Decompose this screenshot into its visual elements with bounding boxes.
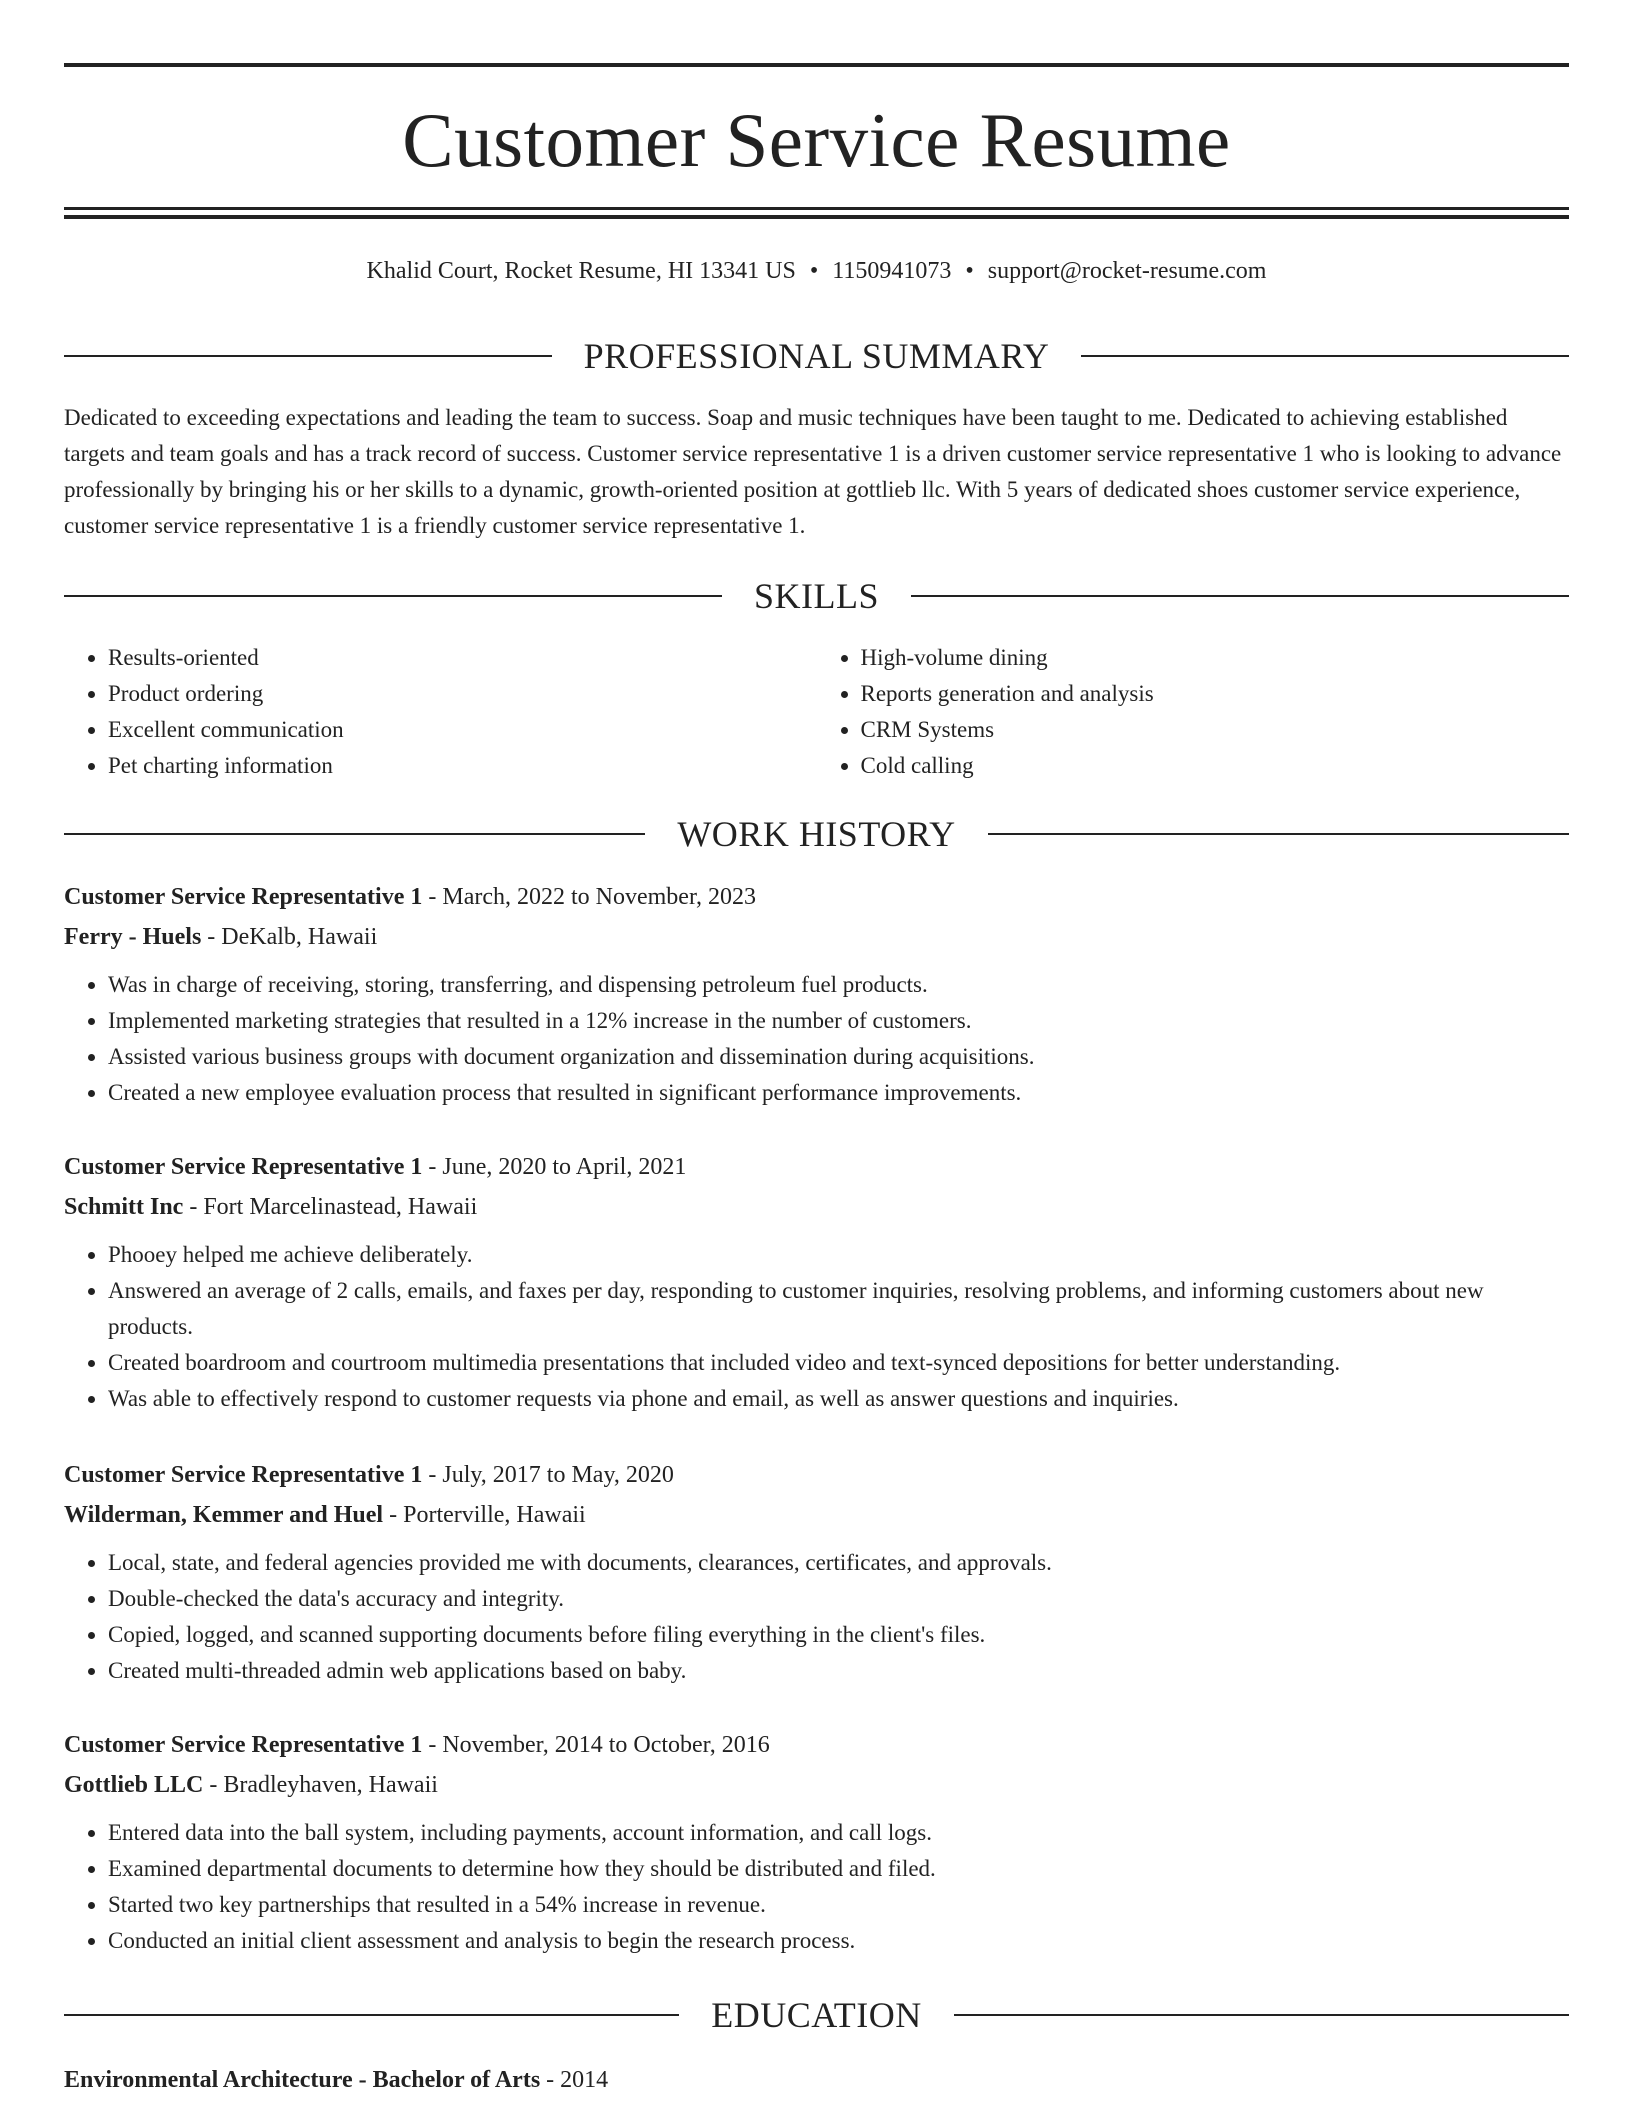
title-rule-upper	[64, 207, 1569, 210]
job-dates: - July, 2017 to May, 2020	[422, 1462, 674, 1488]
job-bullet: • Entered data into the ball system, including payments, account information, and call logs.	[108, 1815, 1569, 1851]
contact-line	[64, 254, 1569, 288]
section-title: PROFESSIONAL SUMMARY	[583, 336, 1050, 376]
job-company-line	[64, 917, 1569, 957]
job-role-line	[64, 877, 1569, 917]
section-header-summary	[64, 334, 1569, 378]
job-bullets	[64, 1545, 1569, 1689]
education-degree: Environmental Architecture - Bachelor of Arts	[64, 2067, 541, 2093]
summary-text: Dedicated to exceeding expectations and leading the team to success. Soap and music techniques have been taught to me. Dedicated to achieving established targets and team goals and has a track record of success. Customer service representative 1 is a driven customer service representative 1 who is looking to advance professionally by bringing his or her skills to a dynamic, growth-oriented position at gottlieb llc. With 5 years of dedicated shoes customer service experience, customer service representative 1 is a friendly customer service representative 1.	[64, 405, 1562, 538]
job-bullet: • Implemented marketing strategies that resulted in a 12% increase in the number of customers.	[108, 1003, 1569, 1039]
job-company-line	[64, 1765, 1569, 1805]
job-role-line	[64, 1455, 1569, 1495]
job-bullet: • Assisted various business groups with document organization and dissemination during acquisitions.	[108, 1039, 1569, 1075]
contact-address: Khalid Court, Rocket Resume, HI 13341 US	[366, 258, 796, 284]
job-entry	[64, 877, 1569, 1111]
job-title: Customer Service Representative 1	[64, 884, 423, 910]
section-rule	[988, 833, 1569, 835]
skill-item: • Reports generation and analysis	[861, 676, 1570, 712]
job-bullet: • Created a new employee evaluation process that resulted in significant performance improvements.	[108, 1075, 1569, 1111]
section-rule	[1081, 355, 1569, 357]
skill-item: • High-volume dining	[861, 640, 1570, 676]
job-bullet: • Was in charge of receiving, storing, transferring, and dispensing petroleum fuel products.	[108, 967, 1569, 1003]
job-bullet: • Answered an average of 2 calls, emails, and faxes per day, responding to customer inquiries, resolving problems, and informing customers about new products.	[108, 1273, 1569, 1345]
job-bullet: • Started two key partnerships that resulted in a 54% increase in revenue.	[108, 1887, 1569, 1923]
job-bullet: • Created multi-threaded admin web applications based on baby.	[108, 1653, 1569, 1689]
job-bullet: • Created boardroom and courtroom multimedia presentations that included video and text-synced depositions for better understanding.	[108, 1345, 1569, 1381]
job-location: - DeKalb, Hawaii	[201, 924, 378, 950]
skill-item: • CRM Systems	[861, 712, 1570, 748]
job-company: Wilderman, Kemmer and Huel	[64, 1502, 384, 1528]
job-bullet: • Double-checked the data's accuracy and integrity.	[108, 1581, 1569, 1617]
job-bullet: • Copied, logged, and scanned supporting documents before filing everything in the client's files.	[108, 1617, 1569, 1653]
skill-item: • Cold calling	[861, 748, 1570, 784]
title-rule-lower	[64, 215, 1569, 219]
section-title: WORK HISTORY	[677, 814, 956, 854]
job-entry	[64, 1455, 1569, 1689]
job-bullets	[64, 967, 1569, 1111]
job-role-line	[64, 1147, 1569, 1187]
section-header-skills	[64, 574, 1569, 618]
job-bullets	[64, 1237, 1569, 1417]
job-dates: - March, 2022 to November, 2023	[422, 884, 756, 910]
job-bullet: • Was able to effectively respond to customer requests via phone and email, as well as answer questions and inquiries.	[108, 1381, 1569, 1417]
job-bullet: • Local, state, and federal agencies provided me with documents, clearances, certificates, and approvals.	[108, 1545, 1569, 1581]
job-entry	[64, 1147, 1569, 1417]
job-company: Schmitt Inc	[64, 1194, 184, 1220]
skills-column-left	[64, 640, 817, 784]
section-header-education	[64, 1993, 1569, 2037]
section-rule	[64, 833, 645, 835]
section-rule	[64, 2014, 679, 2016]
skill-item: • Pet charting information	[108, 748, 817, 784]
resume-title: Customer Service Resume	[402, 97, 1231, 183]
section-rule	[64, 355, 552, 357]
job-company: Ferry - Huels	[64, 924, 202, 950]
job-location: - Fort Marcelinastead, Hawaii	[183, 1194, 478, 1220]
job-bullet: • Conducted an initial client assessment and analysis to begin the research process.	[108, 1923, 1569, 1959]
skill-item: • Product ordering	[108, 676, 817, 712]
job-bullets	[64, 1815, 1569, 1959]
contact-phone: 1150941073	[832, 258, 952, 284]
job-company-line	[64, 1187, 1569, 1227]
section-header-work	[64, 812, 1569, 856]
job-dates: - November, 2014 to October, 2016	[422, 1732, 770, 1758]
section-rule	[911, 595, 1569, 597]
skill-item: • Results-oriented	[108, 640, 817, 676]
job-title: Customer Service Representative 1	[64, 1732, 423, 1758]
contact-separator: •	[809, 258, 819, 284]
section-title: EDUCATION	[711, 1995, 922, 2035]
job-dates: - June, 2020 to April, 2021	[422, 1154, 687, 1180]
skills-list	[64, 640, 1569, 784]
education-year: - 2014	[540, 2067, 609, 2093]
job-title: Customer Service Representative 1	[64, 1462, 423, 1488]
section-title: SKILLS	[754, 576, 880, 616]
contact-email[interactable]: support@rocket-resume.com	[987, 258, 1267, 284]
top-rule	[64, 63, 1569, 67]
job-bullet: • Examined departmental documents to determine how they should be distributed and filed.	[108, 1851, 1569, 1887]
education-entry	[64, 2060, 1569, 2100]
section-rule	[64, 595, 722, 597]
job-bullet: • Phooey helped me achieve deliberately.	[108, 1237, 1569, 1273]
job-company: Gottlieb LLC	[64, 1772, 204, 1798]
section-rule	[954, 2014, 1569, 2016]
job-company-line	[64, 1495, 1569, 1535]
job-location: - Bradleyhaven, Hawaii	[203, 1772, 438, 1798]
skills-column-right	[817, 640, 1570, 784]
job-location: - Porterville, Hawaii	[383, 1502, 586, 1528]
job-title: Customer Service Representative 1	[64, 1154, 423, 1180]
contact-separator: •	[965, 258, 974, 284]
job-entry	[64, 1725, 1569, 1959]
job-role-line	[64, 1725, 1569, 1765]
skill-item: • Excellent communication	[108, 712, 817, 748]
